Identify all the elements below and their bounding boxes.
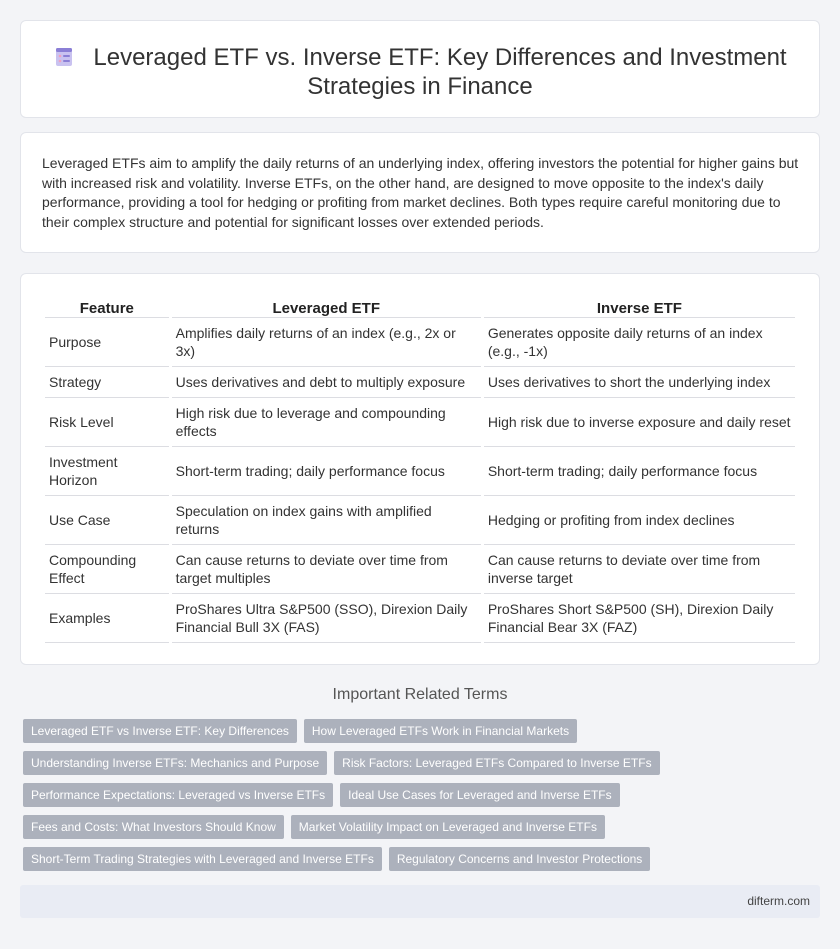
row-inverse: Uses derivatives to short the underlying index — [484, 367, 795, 398]
row-feature: Compounding Effect — [45, 545, 169, 594]
row-leveraged: Speculation on index gains with amplified returns — [172, 496, 481, 545]
related-term-link[interactable]: Understanding Inverse ETFs: Mechanics and Purpose — [23, 751, 327, 775]
row-leveraged: Can cause returns to deviate over time from target multiples — [172, 545, 481, 594]
row-leveraged: Uses derivatives and debt to multiply exposure — [172, 367, 481, 398]
intro-card — [20, 132, 820, 253]
row-feature: Risk Level — [45, 398, 169, 447]
row-feature: Investment Horizon — [45, 447, 169, 496]
table-row — [45, 447, 795, 496]
related-term-link[interactable]: Market Volatility Impact on Leveraged and Inverse ETFs — [291, 815, 605, 839]
row-leveraged: Amplifies daily returns of an index (e.g., 2x or 3x) — [172, 318, 481, 367]
table-row — [45, 545, 795, 594]
table-row — [45, 318, 795, 367]
row-inverse: ProShares Short S&P500 (SH), Direxion Daily Financial Bear 3X (FAZ) — [484, 594, 795, 643]
comparison-table — [42, 296, 798, 643]
related-term-link[interactable]: Leveraged ETF vs Inverse ETF: Key Differences — [23, 719, 297, 743]
table-row — [45, 594, 795, 643]
row-feature: Strategy — [45, 367, 169, 398]
intro-paragraph: Leveraged ETFs aim to amplify the daily returns of an underlying index, offering investors the potential for higher gains but with increased risk and volatility. Inverse ETFs, on the other hand, are designed to move opposite to the index's daily performance, providing a tool for hedging or profiting from market declines. Both types require careful monitoring due to their complex structure and potential for significant losses over extended periods. — [42, 155, 799, 230]
comparison-table-card — [20, 273, 820, 665]
table-header-row — [45, 296, 795, 318]
row-leveraged: High risk due to leverage and compounding effects — [172, 398, 481, 447]
footer-bar — [20, 885, 820, 918]
header-leveraged-etf: Leveraged ETF — [172, 296, 481, 318]
row-inverse: High risk due to inverse exposure and daily reset — [484, 398, 795, 447]
row-inverse: Generates opposite daily returns of an index (e.g., -1x) — [484, 318, 795, 367]
row-feature: Examples — [45, 594, 169, 643]
table-row — [45, 367, 795, 398]
related-term-link[interactable]: How Leveraged ETFs Work in Financial Markets — [304, 719, 577, 743]
related-terms-title: Important Related Terms — [332, 686, 508, 703]
title-card — [20, 20, 820, 118]
table-row — [45, 398, 795, 447]
table-row — [45, 496, 795, 545]
document-list-icon — [53, 47, 75, 67]
footer-site-link[interactable]: difterm.com — [747, 894, 810, 908]
header-feature: Feature — [45, 296, 169, 318]
page-title: Leveraged ETF vs. Inverse ETF: Key Differences and Investment Strategies in Finance — [93, 44, 787, 100]
row-inverse: Can cause returns to deviate over time from inverse target — [484, 545, 795, 594]
header-inverse-etf: Inverse ETF — [484, 296, 795, 318]
row-leveraged: ProShares Ultra S&P500 (SSO), Direxion Daily Financial Bull 3X (FAS) — [172, 594, 481, 643]
row-feature: Use Case — [45, 496, 169, 545]
row-inverse: Hedging or profiting from index declines — [484, 496, 795, 545]
related-term-link[interactable]: Ideal Use Cases for Leveraged and Inverse ETFs — [340, 783, 619, 807]
related-terms-list — [23, 719, 823, 879]
related-term-link[interactable]: Performance Expectations: Leveraged vs Inverse ETFs — [23, 783, 333, 807]
related-term-link[interactable]: Fees and Costs: What Investors Should Know — [23, 815, 284, 839]
row-feature: Purpose — [45, 318, 169, 367]
related-term-link[interactable]: Short-Term Trading Strategies with Leveraged and Inverse ETFs — [23, 847, 382, 871]
row-inverse: Short-term trading; daily performance focus — [484, 447, 795, 496]
related-term-link[interactable]: Regulatory Concerns and Investor Protections — [389, 847, 650, 871]
related-term-link[interactable]: Risk Factors: Leveraged ETFs Compared to Inverse ETFs — [334, 751, 659, 775]
row-leveraged: Short-term trading; daily performance focus — [172, 447, 481, 496]
